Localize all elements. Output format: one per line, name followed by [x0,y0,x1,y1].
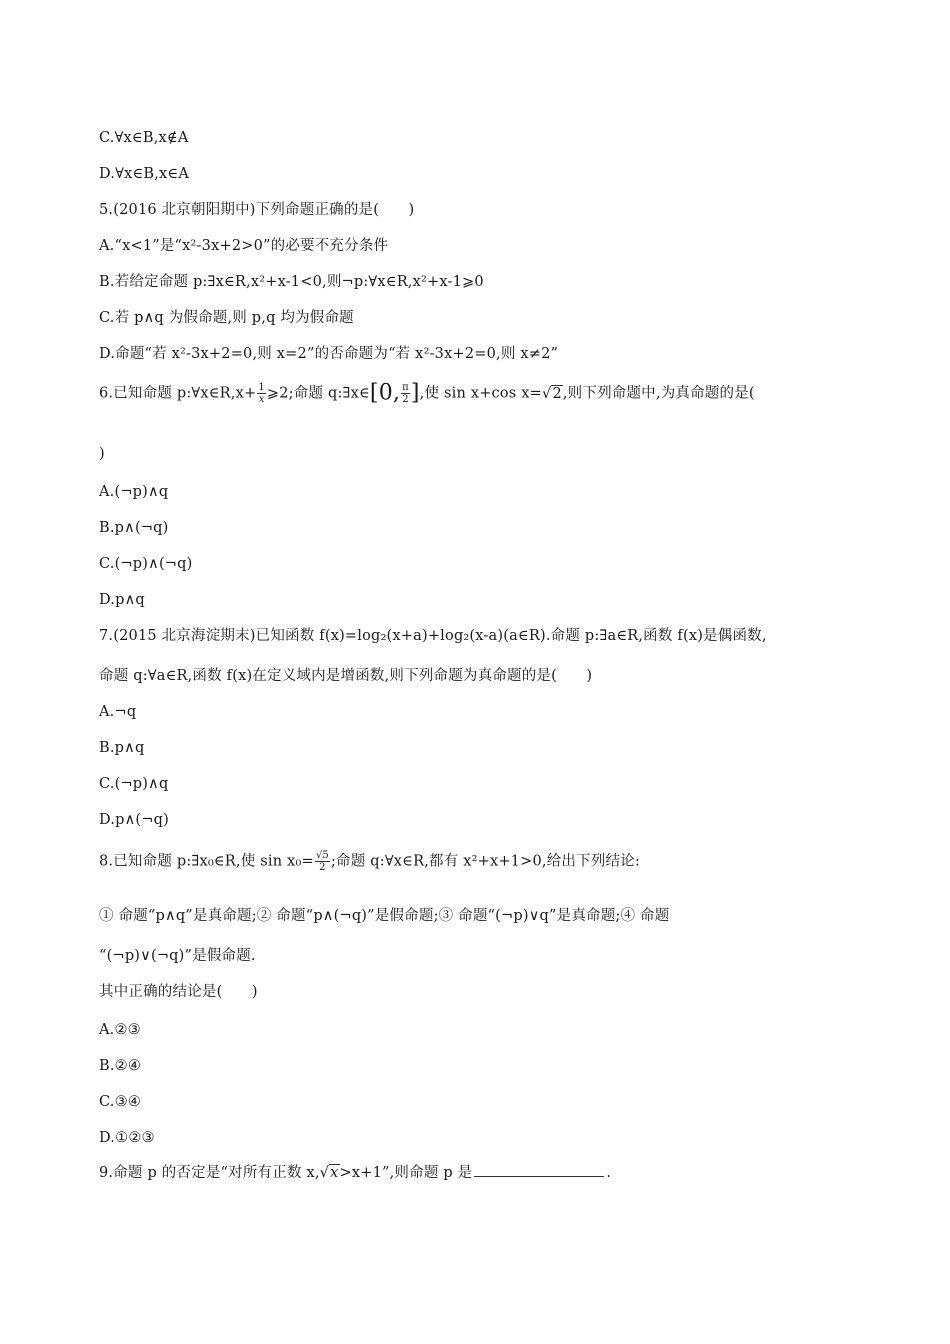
q8-stem [99,850,640,873]
q8-option-d: D.①②③ [99,1130,155,1146]
q6-option-d: D.p∧q [99,592,145,608]
q6-fraction: $\frac{1}{x}$ [258,382,265,405]
q6-interval-right: ] [410,380,420,406]
q6-option-c: C.(¬p)∧(¬q) [99,556,193,572]
q6-stem-cont: ) [99,446,105,462]
q5-option-b: B.若给定命题 p:∃x∈R,x²+x-1<0,则¬p:∀x∈R,x²+x-1⩾0 [99,274,484,290]
q6-option-a: A.(¬p)∧q [99,484,169,500]
q8-prefix: 8.已知命题 p:∃x₀∈R,使 sin x₀= [99,853,314,870]
q6-interval-left: [0, [369,380,401,406]
q7-option-c: C.(¬p)∧q [99,776,169,792]
q7-stem: 7.(2015 北京海淀期末)已知函数 f(x)=log₂(x+a)+log₂(x-a)(a∈R).命题 p:∃a∈R,函数 f(x)是偶函数, [99,628,767,644]
q6-option-b: B.p∧(¬q) [99,520,169,536]
q4-option-d: D.∀x∈B,x∈A [99,166,190,182]
q7-stem-cont: 命题 q:∀a∈R,函数 f(x)在定义域内是增函数,则下列命题为真命题的是( ) [99,668,593,684]
q8-statements: ① 命题“p∧q”是真命题;② 命题“p∧(¬q)”是假命题;③ 命题“(¬p)∨q”是真命题;④ 命题 [99,908,670,924]
q9-prefix: 9.命题 p 的否定是“对所有正数 x, [99,1165,320,1181]
q5-option-a: A.“x<1”是“x²-3x+2>0”的必要不充分条件 [99,238,389,254]
q6-prefix: 6.已知命题 p:∀x∈R,x+ [99,385,257,402]
q9-middle: >x+1”,则命题 p 是 [339,1165,473,1181]
q6-stem [99,382,755,405]
q8-option-b: B.②④ [99,1058,142,1074]
q5-option-d: D.命题“若 x²-3x+2=0,则 x=2”的否命题为“若 x²-3x+2=0,则 x≠2” [99,346,559,362]
q7-option-d: D.p∧(¬q) [99,812,169,828]
q7-option-a: A.¬q [99,704,137,720]
q6-suffix: ,则下列命题中,为真命题的是( [562,385,755,402]
q5-stem: 5.(2016 北京朝阳期中)下列命题正确的是( ) [99,202,415,218]
q7-option-b: B.p∧q [99,740,145,756]
q6-after-interval: ,使 sin x+cos x= [419,385,542,402]
q9-stem [99,1162,611,1183]
q4-option-c: C.∀x∈B,x∉A [99,130,189,146]
q8-question: 其中正确的结论是( ) [99,984,258,1000]
q6-sqrt: √2 [541,385,562,402]
q9-suffix: . [606,1165,612,1181]
q8-statements-cont: “(¬p)∨(¬q)”是假命题. [99,948,256,964]
answer-blank[interactable] [474,1162,604,1177]
q6-middle: ⩾2;命题 q:∃x∈ [266,385,370,402]
q8-option-a: A.②③ [99,1022,141,1038]
q8-fraction: $\frac{√5}{2}$ [315,850,329,873]
q6-interval-fraction: $\frac{\pi}{2}$ [402,382,409,405]
q9-sqrt: √x [319,1165,339,1181]
q8-option-c: C.③④ [99,1094,141,1110]
q8-suffix: ;命题 q:∀x∈R,都有 x²+x+1>0,给出下列结论: [330,853,640,870]
q5-option-c: C.若 p∧q 为假命题,则 p,q 均为假命题 [99,310,354,326]
